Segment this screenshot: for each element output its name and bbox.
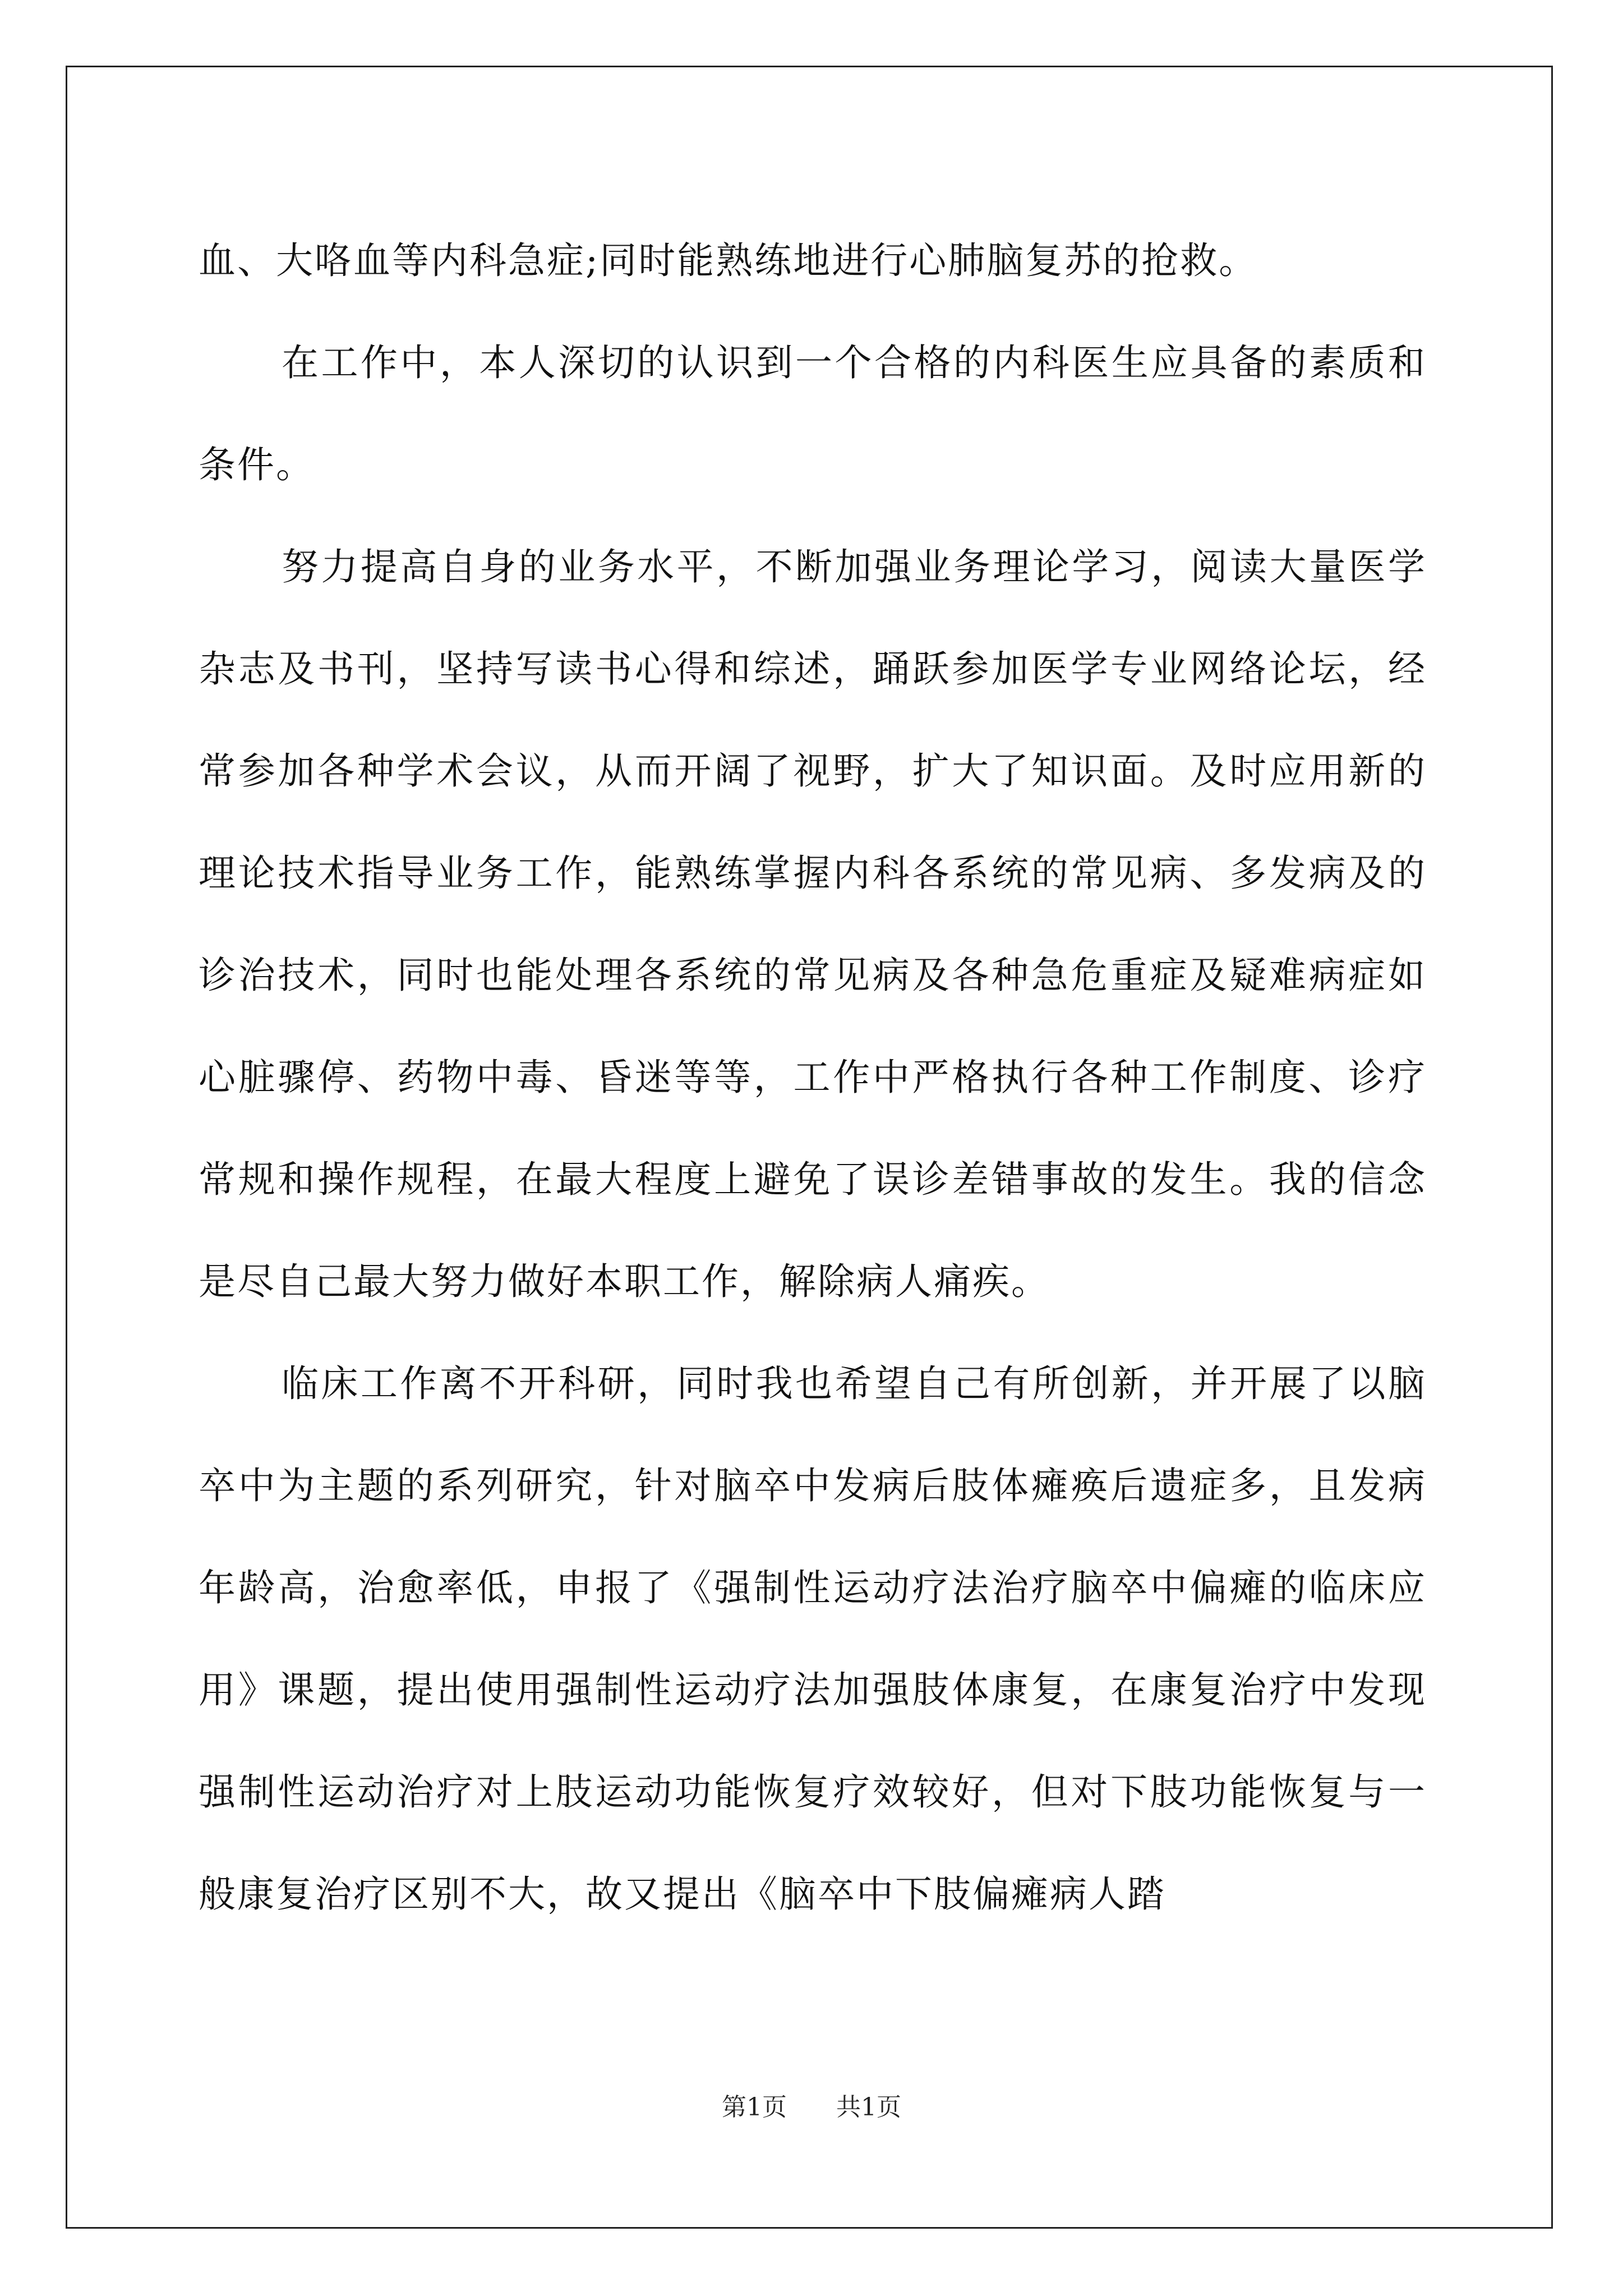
paragraph-2: 在工作中，本人深切的认识到一个合格的内科医生应具备的素质和条件。	[199, 341, 1427, 486]
paragraph-1: 血、大咯血等内科急症;同时能熟练地进行心肺脑复苏的抢救。	[199, 239, 1258, 282]
page-number-current: 第1页	[722, 2093, 787, 2122]
page-number-total: 共1页	[836, 2093, 901, 2122]
document-body	[199, 210, 1427, 1945]
paragraph-4: 临床工作离不开科研，同时我也希望自己有所创新，并开展了以脑卒中为主题的系列研究，针对脑卒中发病后肢体瘫痪后遗症多，且发病年龄高，治愈率低，申报了《强制性运动疗法治疗脑卒中偏瘫的临床应用》课题，提出使用强制性运动疗法加强肢体康复，在康复治疗中发现强制性运动治疗对上肢运动功能恢复疗效较好，但对下肢功能恢复与一般康复治疗区别不大，故又提出《脑卒中下肢偏瘫病人踏	[199, 1362, 1427, 1916]
page-footer	[0, 2087, 1623, 2123]
paragraph-3: 努力提高自身的业务水平，不断加强业务理论学习，阅读大量医学杂志及书刊，坚持写读书心得和综述，踊跃参加医学专业网络论坛，经常参加各种学术会议，从而开阔了视野，扩大了知识面。及时应用新的理论技术指导业务工作，能熟练掌握内科各系统的常见病、多发病及的诊治技术，同时也能处理各系统的常见病及各种急危重症及疑难病症如心脏骤停、药物中毒、昏迷等等，工作中严格执行各种工作制度、诊疗常规和操作规程，在最大程度上避免了误诊差错事故的发生。我的信念是尽自己最大努力做好本职工作，解除病人痛疾。	[199, 545, 1427, 1303]
